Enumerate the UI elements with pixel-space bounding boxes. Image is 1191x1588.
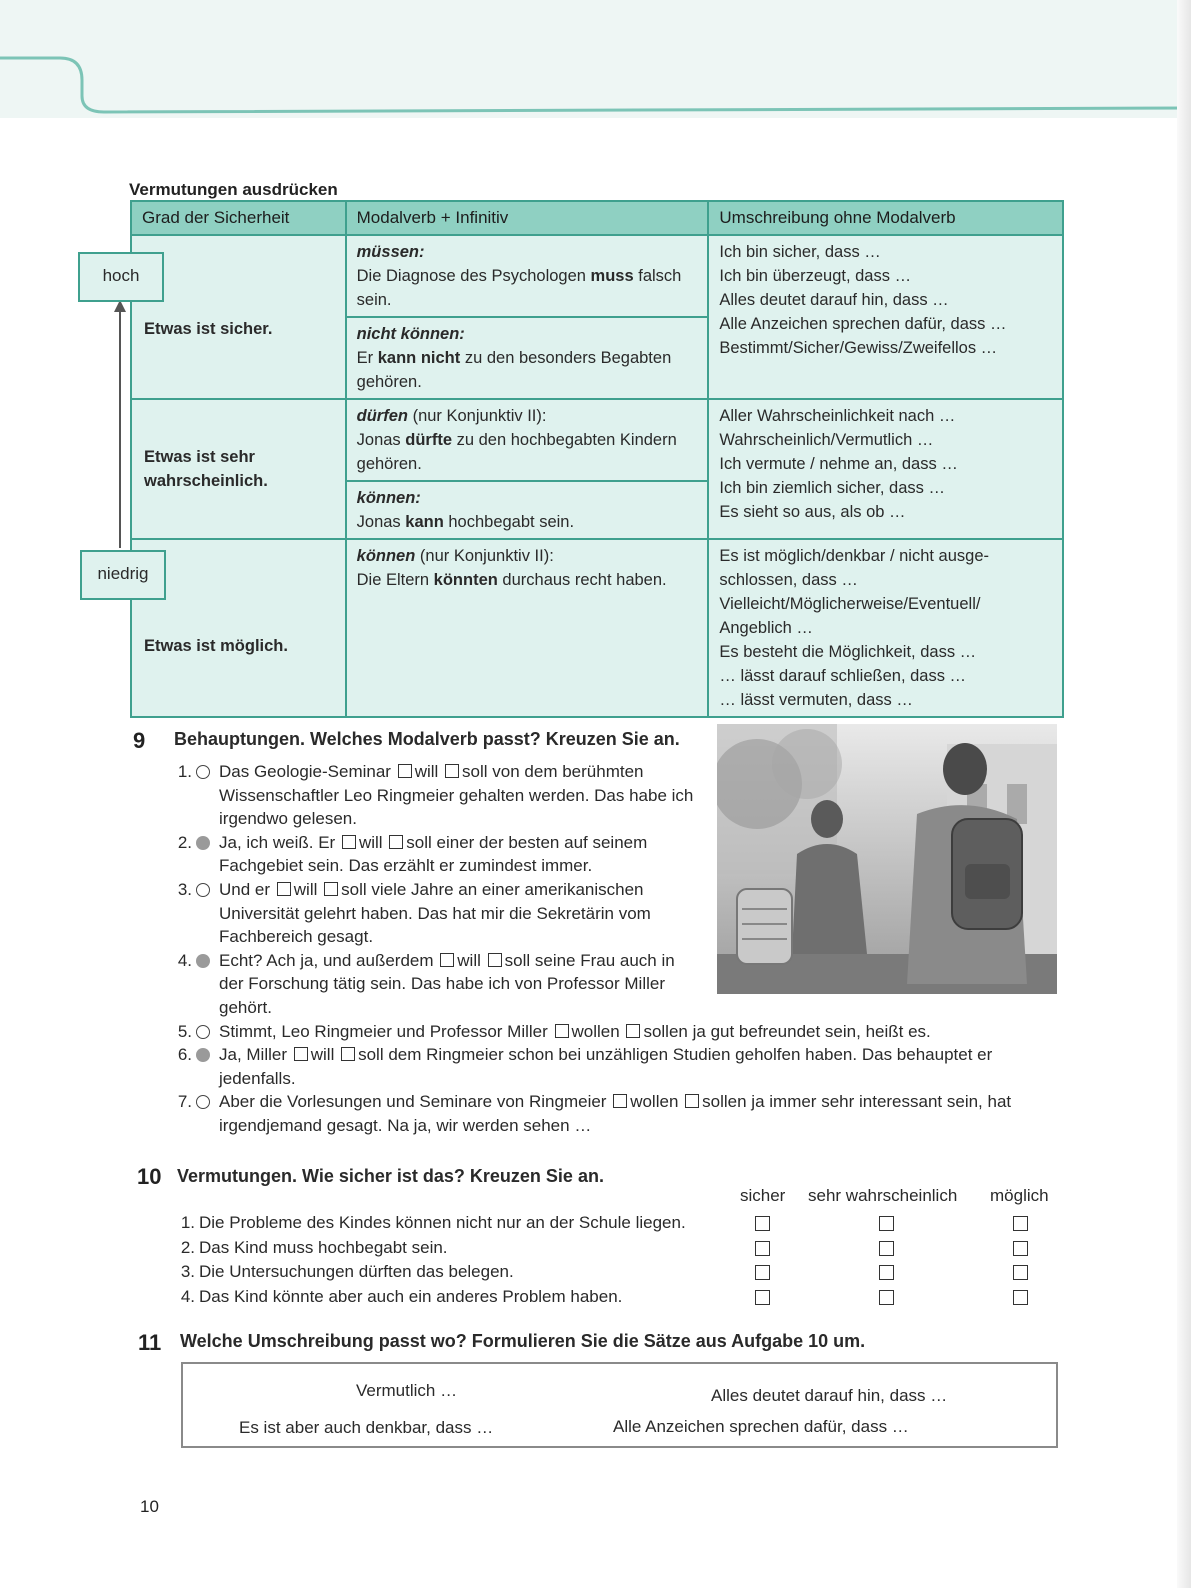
speaker-open-icon: [196, 1025, 210, 1039]
option-label: sollen: [702, 1092, 747, 1112]
option-label: will: [293, 879, 318, 899]
exercise-10-title: Vermutungen. Wie sicher ist das? Kreuzen Sie an.: [177, 1166, 604, 1186]
modalverb-line: [357, 544, 698, 568]
exercise-11-title: Welche Umschreibung passt wo? Formulieren Sie die Sätze aus Aufgabe 10 um.: [180, 1331, 866, 1351]
speaker-filled-icon: [196, 836, 210, 850]
umschreibung-line: Es ist möglich/denkbar / nicht ausge-: [719, 547, 990, 565]
example-sentence: [357, 346, 698, 394]
list-item: [174, 831, 694, 878]
option-checkbox[interactable]: [389, 835, 403, 849]
umschreibung-cell: [708, 539, 1063, 717]
example-text: Jonas: [356, 431, 406, 449]
item-number: 2.: [180, 1237, 195, 1257]
exercise-10-number: 10: [137, 1164, 162, 1189]
checkbox-moeglich[interactable]: [1013, 1241, 1028, 1256]
umschreibung-line: Bestimmt/Sicher/Gewiss/Zweifellos …: [719, 339, 998, 357]
phrase-box: [181, 1362, 1058, 1448]
example-sentence: [357, 264, 698, 312]
option-label: wollen: [571, 1021, 620, 1041]
item-text: seine Frau auch in der Forschung tätig sein. Das habe ich von Professor Miller gehört.: [219, 950, 675, 1017]
checkbox-sehr-wahrscheinlich[interactable]: [879, 1216, 894, 1231]
option-label: sollen: [643, 1021, 688, 1041]
list-item: [174, 1090, 1064, 1137]
scale-high-label: hoch: [78, 252, 164, 302]
speaker-filled-icon: [196, 1048, 210, 1062]
umschreibung-line: Wahrscheinlich/Vermutlich …: [719, 431, 934, 449]
option-checkbox[interactable]: [440, 953, 454, 967]
column-moeglich: möglich: [990, 1186, 1049, 1205]
scale-low-label: niedrig: [80, 550, 166, 600]
example-modal: könnten: [433, 571, 498, 589]
umschreibung-line: Angeblich …: [719, 619, 813, 637]
example-text: falsch sein.: [356, 267, 682, 309]
modalverb-note: (nur Konjunktiv II):: [415, 547, 554, 565]
grammar-table: [130, 200, 1064, 718]
checkbox-sehr-wahrscheinlich[interactable]: [879, 1265, 894, 1280]
umschreibung-line: Aller Wahrscheinlichkeit nach …: [719, 407, 956, 425]
option-checkbox[interactable]: [341, 1047, 355, 1061]
option-checkbox[interactable]: [626, 1024, 640, 1038]
exercise-10-list: [177, 1211, 1057, 1309]
umschreibung-line: Vielleicht/Möglicherweise/Eventuell/: [719, 595, 981, 613]
example-text: durchaus recht haben.: [497, 571, 667, 589]
item-number: 5.: [177, 1021, 192, 1041]
option-label: will: [414, 762, 439, 781]
modal-cell: [346, 539, 709, 717]
phrase-item: Es ist aber auch denkbar, dass …: [239, 1418, 494, 1437]
grammar-header-row: [131, 201, 1063, 235]
option-label: wollen: [630, 1092, 679, 1112]
item-number: 3.: [180, 1262, 195, 1281]
exercise-9-title: Behauptungen. Welches Modalverb passt? Kreuzen Sie an.: [174, 729, 680, 749]
modalverb-label: dürfen: [356, 407, 408, 425]
table-row: [131, 235, 1063, 317]
modal-cell: [346, 399, 709, 481]
item-number: 6.: [177, 1045, 192, 1065]
option-checkbox[interactable]: [277, 882, 291, 896]
item-number: 1.: [180, 1213, 195, 1232]
example-text: zu den hochbegabten Kindern gehören.: [356, 431, 677, 473]
umschreibung-line: schlossen, dass …: [719, 571, 858, 589]
modal-cell: [346, 235, 709, 317]
checkbox-sicher[interactable]: [755, 1290, 770, 1305]
checkbox-moeglich[interactable]: [1013, 1290, 1028, 1305]
option-checkbox[interactable]: [342, 835, 356, 849]
umschreibung-cell: [708, 399, 1063, 539]
item-number: 1.: [177, 762, 192, 781]
umschreibung-line: Alles deutet darauf hin, dass …: [719, 291, 949, 309]
option-checkbox[interactable]: [398, 764, 412, 778]
option-label: soll: [406, 832, 432, 852]
option-label: soll: [358, 1045, 384, 1065]
umschreibung-line: … lässt darauf schließen, dass …: [719, 667, 967, 685]
exercise-11-number: 11: [138, 1330, 162, 1355]
speaker-filled-icon: [196, 954, 210, 968]
column-sehr-wahrscheinlich: sehr wahrscheinlich: [808, 1186, 958, 1205]
column-sicher: sicher: [740, 1186, 786, 1205]
item-text: Und er: [219, 879, 271, 899]
option-label: soll: [504, 950, 531, 970]
example-sentence: [357, 568, 698, 592]
grad-wahrscheinlich: Etwas ist sehr wahrscheinlich.: [131, 399, 346, 539]
phrase-item: Alles deutet darauf hin, dass …: [711, 1386, 948, 1405]
scale-arrow-line: [119, 308, 121, 548]
umschreibung-line: Ich bin sicher, dass …: [719, 243, 881, 261]
checkbox-moeglich[interactable]: [1013, 1216, 1028, 1231]
option-label: will: [358, 832, 383, 852]
item-number: 7.: [177, 1092, 192, 1112]
modal-cell: [346, 481, 709, 539]
item-text: von dem berühmten Wissenschaftler Leo Ringmeier gehalten werden. Das habe ich irgendwo gelesen.: [219, 762, 694, 829]
item-text: viele Jahre an einer amerikanischen Universität gelehrt haben. Das hat mir die Sekretärin vom Fachbereich gesagt.: [219, 879, 651, 947]
option-label: will: [310, 1045, 335, 1065]
students-photo: [717, 724, 1057, 994]
item-text: Aber die Vorlesungen und Seminare von Ringmeier: [219, 1092, 607, 1112]
item-text: Die Untersuchungen dürften das belegen.: [199, 1262, 514, 1281]
checkbox-sicher[interactable]: [755, 1241, 770, 1256]
checkbox-sicher[interactable]: [755, 1265, 770, 1280]
umschreibung-line: … lässt vermuten, dass …: [719, 691, 913, 709]
list-item: [174, 949, 694, 1020]
speaker-open-icon: [196, 883, 210, 897]
example-text: zu den besonders Begabten gehören.: [356, 349, 672, 391]
example-modal: kann: [405, 513, 444, 531]
checkbox-sehr-wahrscheinlich[interactable]: [879, 1241, 894, 1256]
example-modal: dürfte: [405, 431, 453, 449]
checkbox-sehr-wahrscheinlich[interactable]: [879, 1290, 894, 1305]
item-text: Echt? Ach ja, und außerdem: [219, 950, 434, 970]
option-label: will: [457, 950, 481, 970]
item-number: 3.: [177, 879, 192, 899]
item-number: 2.: [177, 832, 192, 852]
example-text: Die Diagnose des Psychologen: [356, 267, 591, 285]
grad-moeglich: Etwas ist möglich.: [131, 539, 346, 717]
item-text: ja gut befreundet sein, heißt es.: [692, 1021, 931, 1041]
list-item: [177, 1211, 1057, 1236]
example-text: hochbegabt sein.: [443, 513, 575, 531]
item-text: Das Geologie-Seminar: [219, 762, 391, 781]
list-item: [177, 1260, 1057, 1285]
page-edge-shadow: [1177, 0, 1191, 1588]
option-checkbox[interactable]: [294, 1047, 308, 1061]
list-item: [174, 1043, 1064, 1090]
item-text: Stimmt, Leo Ringmeier und Professor Miller: [219, 1021, 548, 1041]
option-checkbox[interactable]: [685, 1094, 699, 1108]
exercise-9-number: 9: [133, 728, 146, 753]
example-text: Er: [356, 349, 378, 367]
option-checkbox[interactable]: [445, 764, 459, 778]
example-sentence: [357, 510, 698, 534]
umschreibung-line: Es besteht die Möglichkeit, dass …: [719, 643, 977, 661]
phrase-item: Alle Anzeichen sprechen dafür, dass …: [613, 1417, 909, 1436]
modalverb-note: (nur Konjunktiv II):: [407, 407, 547, 425]
option-checkbox[interactable]: [555, 1024, 569, 1038]
item-text: einer der besten auf seinem Fachgebiet sein. Das erzählt er zumindest immer.: [219, 832, 648, 876]
list-item: [174, 878, 694, 949]
item-text: Ja, Miller: [219, 1045, 288, 1065]
option-checkbox[interactable]: [488, 953, 502, 967]
students-photo-image: [717, 724, 1057, 994]
modalverb-line: [357, 404, 698, 428]
example-modal: muss: [590, 267, 634, 285]
table-row: [131, 399, 1063, 481]
item-number: 4.: [180, 1286, 195, 1306]
umschreibung-cell: [708, 235, 1063, 399]
list-item: [177, 1285, 1057, 1310]
example-text: Die Eltern: [356, 571, 434, 589]
item-text: Die Probleme des Kindes können nicht nur an der Schule liegen.: [199, 1213, 686, 1232]
header-modalverb: Modalverb + Infinitiv: [346, 201, 709, 235]
item-text: Das Kind muss hochbegabt sein.: [199, 1237, 448, 1257]
option-label: soll: [462, 762, 488, 781]
umschreibung-line: Ich bin überzeugt, dass …: [719, 267, 912, 285]
modal-cell: [346, 317, 709, 399]
modalverb-label: können:: [356, 489, 421, 507]
grad-sicher: Etwas ist sicher.: [131, 235, 346, 399]
list-item: [174, 760, 694, 831]
list-item: [177, 1236, 1057, 1261]
example-modal: kann nicht: [377, 349, 461, 367]
example-text: Jonas: [356, 513, 406, 531]
option-label: soll: [341, 879, 367, 899]
checkbox-moeglich[interactable]: [1013, 1265, 1028, 1280]
modalverb-label: können: [356, 547, 416, 565]
umschreibung-line: Ich vermute / nehme an, dass …: [719, 455, 958, 473]
list-item: [174, 1020, 1064, 1044]
checkbox-sicher[interactable]: [755, 1216, 770, 1231]
modalverb-label: nicht können:: [356, 325, 465, 343]
umschreibung-line: Ich bin ziemlich sicher, dass …: [719, 479, 945, 497]
item-text: ja immer sehr interessant sein, hat irgendjemand gesagt. Na ja, wir werden sehen …: [219, 1092, 1012, 1135]
item-text: Das Kind könnte aber auch ein anderes Problem haben.: [199, 1286, 623, 1306]
example-sentence: [357, 428, 698, 476]
option-checkbox[interactable]: [324, 882, 338, 896]
header-tab-shape: [0, 0, 1191, 130]
umschreibung-line: Alle Anzeichen sprechen dafür, dass …: [719, 315, 1007, 333]
option-checkbox[interactable]: [613, 1094, 627, 1108]
item-text: dem Ringmeier schon bei unzähligen Studien geholfen haben. Das behauptet er jedenfalls.: [219, 1045, 993, 1088]
grammar-title: Vermutungen ausdrücken: [129, 180, 338, 199]
speaker-open-icon: [196, 765, 210, 779]
modalverb-label: müssen:: [356, 243, 425, 261]
table-row: [131, 539, 1063, 717]
header-umschreibung: Umschreibung ohne Modalverb: [708, 201, 1063, 235]
umschreibung-line: Es sieht so aus, als ob …: [719, 503, 906, 521]
phrase-item: Vermutlich …: [356, 1381, 458, 1400]
page-number: 10: [140, 1497, 159, 1516]
item-number: 4.: [177, 950, 192, 970]
speaker-open-icon: [196, 1095, 210, 1109]
header-grad: Grad der Sicherheit: [131, 201, 346, 235]
item-text: Ja, ich weiß. Er: [219, 832, 336, 852]
